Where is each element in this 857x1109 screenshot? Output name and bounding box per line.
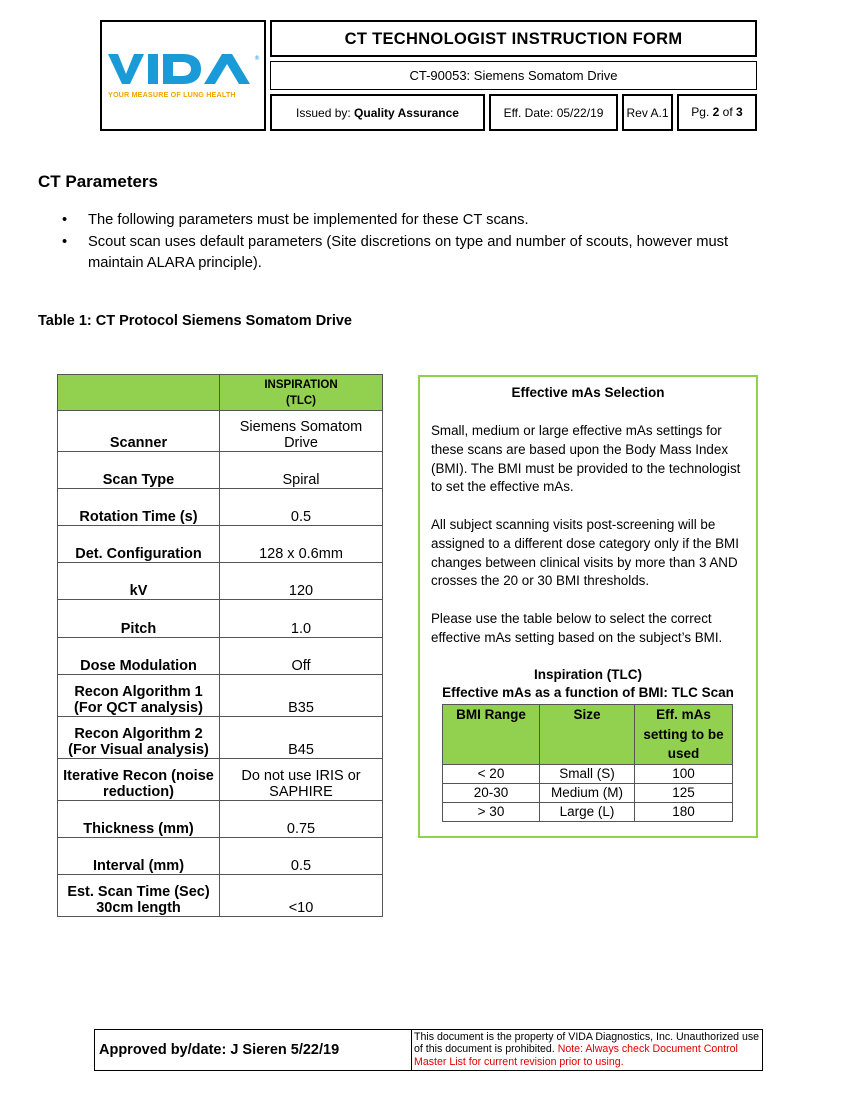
logo-box xyxy=(100,20,266,131)
row-label: Est. Scan Time (Sec) 30cm length xyxy=(58,875,220,917)
form-title: CT TECHNOLOGIST INSTRUCTION FORM xyxy=(270,20,757,57)
notice-warning: Note: Always check Document Control Master List for current revision prior to using. xyxy=(414,1043,738,1068)
approved-by: Approved by/date: J Sieren 5/22/19 xyxy=(99,1042,340,1058)
effective-date: Eff. Date: 05/22/19 xyxy=(489,94,618,131)
row-label: Scan Type xyxy=(58,452,220,489)
bmi-table-title: Inspiration (TLC) xyxy=(534,667,642,682)
bmi-cell: 180 xyxy=(635,802,733,821)
table-caption: Table 1: CT Protocol Siemens Somatom Drive xyxy=(38,313,352,329)
bullet-item xyxy=(62,210,782,232)
bmi-table-subtitle: Effective mAs as a function of BMI: TLC Scan xyxy=(442,685,734,700)
row-value: 0.5 xyxy=(220,489,383,526)
row-label: Recon Algorithm 1 (For QCT analysis) xyxy=(58,675,220,717)
vida-logo xyxy=(106,52,264,86)
bullet-item xyxy=(62,232,782,275)
bmi-cell: < 20 xyxy=(443,764,540,783)
effective-mas-box xyxy=(418,375,758,838)
footer-divider xyxy=(411,1030,412,1070)
page-label: Pg. xyxy=(691,105,713,119)
bmi-row xyxy=(443,802,733,821)
bullet-text: The following parameters must be implemented for these CT scans. xyxy=(88,212,529,228)
table-row xyxy=(58,452,383,489)
header-inspiration-cell xyxy=(220,375,383,411)
bmi-header-cell: Eff. mAs setting to be used xyxy=(635,705,733,765)
footer xyxy=(94,1029,763,1071)
table-row xyxy=(58,411,383,452)
notice-text: This document is the property of VIDA Diagnostics, Inc. Unauthorized use of this document is prohibited. xyxy=(414,1031,760,1056)
row-value: 1.0 xyxy=(220,600,383,638)
bmi-cell: Small (S) xyxy=(540,764,635,783)
row-label: Det. Configuration xyxy=(58,526,220,563)
bmi-header-cell: BMI Range xyxy=(443,705,540,765)
header-empty-cell xyxy=(58,375,220,411)
header-line1: INSPIRATION xyxy=(264,378,338,391)
bullet-text: Scout scan uses default parameters (Site discretions on type and number of scouts, however must maintain ALARA principle). xyxy=(88,233,729,271)
table-row xyxy=(58,838,383,875)
revision: Rev A.1 xyxy=(622,94,673,131)
property-notice xyxy=(414,1031,764,1068)
document-number: CT-90053: Siemens Somatom Drive xyxy=(270,61,757,90)
row-label: Iterative Recon (noise reduction) xyxy=(58,759,220,801)
row-value: Siemens Somatom Drive xyxy=(220,411,383,452)
table-row xyxy=(58,759,383,801)
row-value: Off xyxy=(220,638,383,675)
row-label: Rotation Time (s) xyxy=(58,489,220,526)
page-number xyxy=(677,94,757,131)
row-label: Scanner xyxy=(58,411,220,452)
row-label: Interval (mm) xyxy=(58,838,220,875)
page-current: 2 xyxy=(712,105,720,119)
mas-title: Effective mAs Selection xyxy=(511,385,665,400)
page-total: 3 xyxy=(736,105,743,119)
bmi-cell: 125 xyxy=(635,783,733,802)
protocol-table xyxy=(57,374,383,917)
bmi-cell: 100 xyxy=(635,764,733,783)
row-label: kV xyxy=(58,563,220,600)
bullet-dot: • xyxy=(62,212,68,228)
section-title: CT Parameters xyxy=(38,172,159,191)
table-row xyxy=(58,801,383,838)
table-row xyxy=(58,489,383,526)
bmi-cell: Large (L) xyxy=(540,802,635,821)
row-label: Recon Algorithm 2 (For Visual analysis) xyxy=(58,717,220,759)
table-row xyxy=(58,600,383,638)
row-label: Thickness (mm) xyxy=(58,801,220,838)
row-value: B35 xyxy=(220,675,383,717)
bmi-header-row xyxy=(443,705,733,765)
bmi-row xyxy=(443,783,733,802)
table-row xyxy=(58,563,383,600)
issued-value: Quality Assurance xyxy=(354,106,459,120)
bmi-cell: Medium (M) xyxy=(540,783,635,802)
row-label: Pitch xyxy=(58,600,220,638)
row-label: Dose Modulation xyxy=(58,638,220,675)
table-row xyxy=(58,875,383,917)
row-value: 128 x 0.6mm xyxy=(220,526,383,563)
mas-paragraph: Small, medium or large effective mAs settings for these scans are based upon the Body Mass Index (BMI). The BMI must be provided to the technologist to set the effective mAs. xyxy=(431,423,741,495)
row-value: <10 xyxy=(220,875,383,917)
mas-paragraph: Please use the table below to select the correct effective mAs setting based on the subject’s BMI. xyxy=(431,611,723,645)
issued-by xyxy=(270,94,485,131)
table-row xyxy=(58,526,383,563)
table-row xyxy=(58,675,383,717)
row-value: 0.75 xyxy=(220,801,383,838)
logo-tagline: YOUR MEASURE OF LUNG HEALTH xyxy=(108,90,236,99)
bmi-cell: 20-30 xyxy=(443,783,540,802)
table-row xyxy=(58,638,383,675)
row-value: Spiral xyxy=(220,452,383,489)
page-of: of xyxy=(719,105,737,119)
bullet-dot: • xyxy=(62,233,68,250)
protocol-header-row xyxy=(58,375,383,411)
bmi-row xyxy=(443,764,733,783)
row-value: 0.5 xyxy=(220,838,383,875)
svg-text:®: ® xyxy=(254,55,260,62)
header-line2: (TLC) xyxy=(285,394,316,407)
bmi-table xyxy=(442,704,733,822)
row-value: Do not use IRIS or SAPHIRE xyxy=(220,759,383,801)
bmi-cell: > 30 xyxy=(443,802,540,821)
bullet-list xyxy=(62,210,782,275)
issued-label: Issued by: xyxy=(296,106,355,120)
mas-paragraph: All subject scanning visits post-screening will be assigned to a different dose category only if the BMI changes between clinical visits by more than 3 AND crosses the 20 or 30 BMI thresholds. xyxy=(431,517,739,589)
row-value: 120 xyxy=(220,563,383,600)
row-value: B45 xyxy=(220,717,383,759)
bmi-header-cell: Size xyxy=(540,705,635,765)
table-row xyxy=(58,717,383,759)
